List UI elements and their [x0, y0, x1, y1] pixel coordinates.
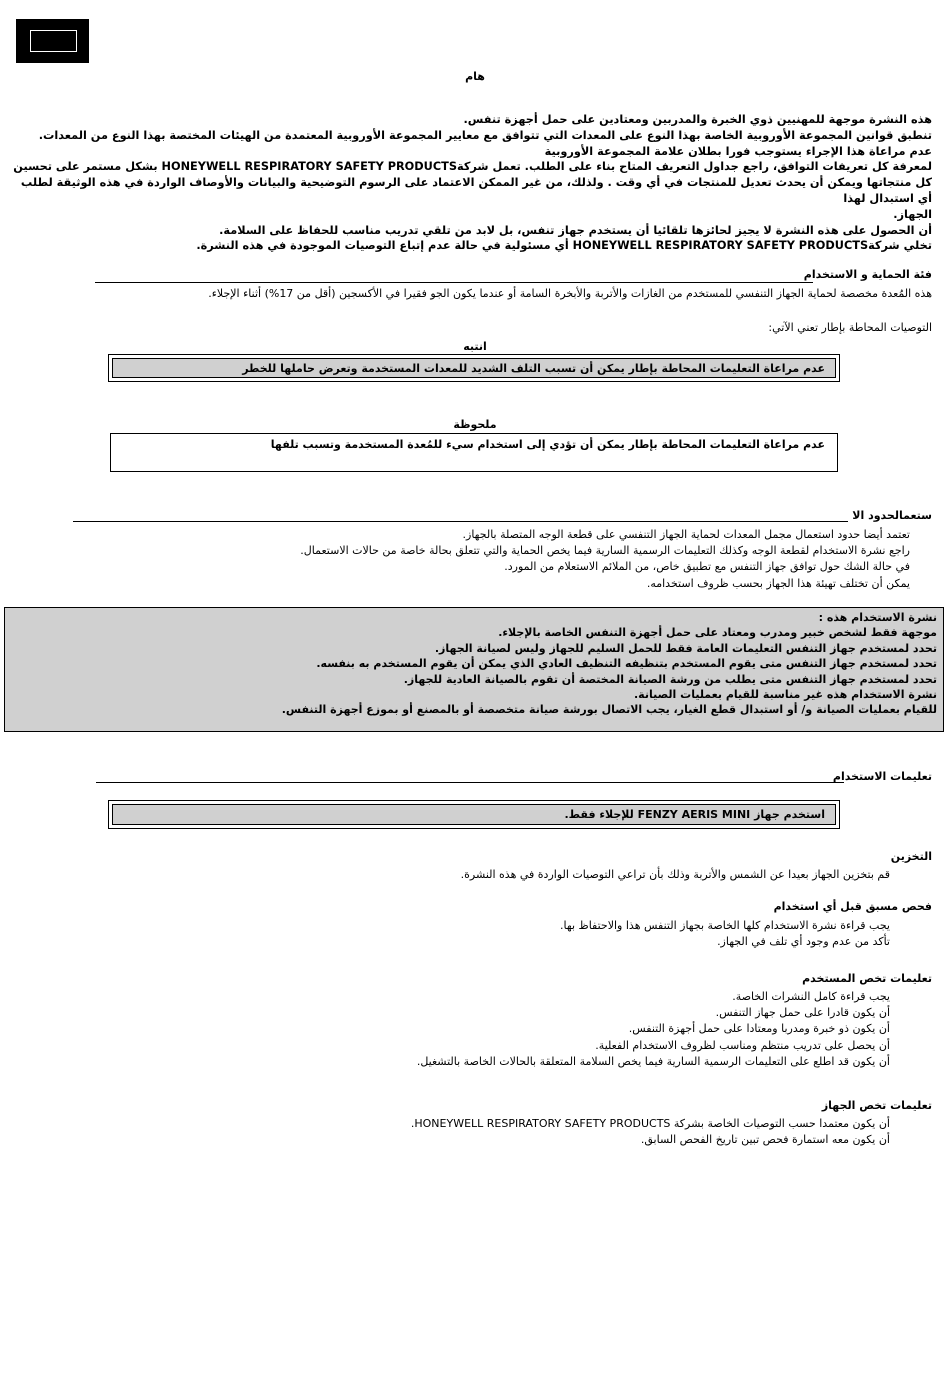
protection-heading: فئة الحماية و الاستخدام: [803, 268, 932, 281]
instructions-box: [108, 800, 840, 829]
section-rule: [73, 521, 848, 522]
device-instructions-item: أن يكون معتمدا حسب التوصيات الخاصة بشركة HONEYWELL RESPIRATORY SAFETY PRODUCTS.: [410, 1117, 890, 1130]
precheck-item: يجب قراءة نشرة الاستخدام كلها الخاصة بجهاز التنفس هذا والاحتفاظ بها.: [560, 919, 890, 932]
note-text: عدم مراعاة التعليمات المحاطة بإطار يمكن أن تؤدي إلى استخدام سيء للمُعدة المستخدمة وتسبب تلفها: [270, 438, 825, 451]
usage-panel-line: موجهة فقط لشخص خبير ومدرب ومعتاد على حمل أجهزة التنفس الخاصة بالإجلاء.: [498, 626, 937, 640]
usage-panel: [4, 607, 944, 732]
limits-list: [30, 527, 910, 592]
user-instructions-heading: تعليمات تخص المستخدم: [802, 972, 932, 985]
instructions-box-text: استخدم جهاز FENZY AERIS MINI للإجلاء فقط.: [112, 804, 836, 825]
limits-item: في حالة الشك حول توافق جهاز التنفس مع تطبيق خاص، من الملائم الاستعلام من المورد.: [504, 560, 910, 574]
user-instructions-item: أن يكون ذو خبرة ومدربا ومعتادا على حمل أجهزة التنفس.: [628, 1022, 890, 1036]
device-instructions-item: أن يكون معه استمارة فحص تبين تاريخ الفحص السابق.: [640, 1133, 890, 1147]
note-box: [110, 433, 838, 472]
usage-panel-line: تحدد لمستخدم جهاز التنفس متى يطلب من ورشة الصيانة المختصة أن تقوم بالصيانة العادية للجهاز.: [403, 672, 937, 686]
intro-line: تنطبق قوانين المجموعة الأوروبية الخاصة بهذا النوع على المعدات التي تتوافق مع معايير المجموعة الأوروبية المعتمدة من الهيئات المختصة بهذا النوع من المعدات.: [38, 128, 932, 142]
usage-panel-line: تحدد لمستخدم جهاز التنفس متى يقوم المستخدم بتنظيفه التنظيف العادي الذي يمكن أن يقوم المستخدم به بنفسه.: [316, 657, 937, 671]
intro-paragraph: [12, 112, 932, 254]
user-instructions-item: أن يكون قد اطلع على التعليمات الرسمية السارية فيما يخص السلامة المتعلقة بالحالات الخاصة بالتشغيل.: [416, 1054, 890, 1068]
instructions-heading: تعليمات الاستخدام: [832, 770, 932, 783]
caution-box: [108, 354, 840, 382]
limits-item: تعتمد أيضا حدود استعمال مجمل المعدات لحماية الجهاز التنفسي على قطعة الوجه المتصلة بالجهاز.: [462, 528, 910, 541]
section-rule: [96, 782, 844, 783]
user-instructions-list: [90, 989, 890, 1070]
intro-line: هذه النشرة موجهة للمهنيين ذوي الخبرة والمدربين ومعتادين على حمل أجهزة تنفس.: [463, 113, 932, 126]
usage-panel-line: نشرة الاستخدام هذه :: [818, 611, 937, 624]
limits-heading: ستعمالحدود الا: [852, 509, 932, 522]
storage-text: قم بتخزين الجهاز بعيدا عن الشمس والأتربة وذلك بأن تراعي التوصيات الواردة في هذه النشرة.: [460, 868, 890, 881]
intro-line: لمعرفة كل تعريفات التوافق، راجع جداول التعريف المتاح بناء على الطلب. تعمل شركةHONEYWELL RESPIRATORY SAFETY PRODUCTS بشكل مستمر على تحسين: [13, 160, 932, 174]
logo-block: [16, 19, 89, 63]
precheck-item: تأكد من عدم وجود أي تلف في الجهاز.: [717, 935, 890, 949]
user-instructions-item: أن يكون قادرا على حمل جهاز التنفس.: [715, 1006, 890, 1020]
usage-panel-line: نشرة الاستخدام هذه غير مناسبة للقيام بعمليات الصيانة.: [633, 688, 937, 702]
storage-heading: التخزين: [890, 850, 932, 863]
intro-line: أن الحصول على هذه النشرة لا يجيز لحائزها تلقائيا أن يستخدم جهاز تنفس، بل لابد من تلقي تدريب مناسب للحفاظ على السلامة.: [219, 223, 932, 237]
limits-item: راجع نشرة الاستخدام لقطعة الوجه وكذلك التعليمات الرسمية السارية فيما يخص الحماية والتي تتعلق بحالة خاصة من حالات الاستعمال.: [300, 544, 910, 558]
framed-legend: التوصيات المحاطة بإطار تعني الآتي:: [768, 321, 932, 334]
protection-text: هذه المُعدة مخصصة لحماية الجهاز التنفسي للمستخدم من الغازات والأتربة والأبخرة السامة أو عندما يكون الجو فقيرا في الأكسجين (أقل من 17%) أثناء الإجلاء.: [208, 287, 932, 300]
limits-item: يمكن أن تختلف تهيئة هذا الجهاز بحسب ظروف استخدامه.: [646, 576, 910, 590]
user-instructions-item: أن يحصل على تدريب منتظم ومناسب لظروف الاستخدام الفعلية.: [595, 1038, 890, 1052]
important-heading: هام: [465, 70, 485, 83]
intro-line: الجهاز.: [893, 207, 932, 221]
note-label: ملحوظة: [453, 418, 497, 431]
usage-panel-line: تحدد لمستخدم جهاز التنفس التعليمات العامة فقط للحمل السليم للجهاز وليس لصيانة الجهاز.: [434, 641, 937, 655]
intro-line: كل منتجاتها ويمكن أن يحدث تعديل للمنتجات في أي وقت . ولذلك، من غير الممكن الاعتماد على الرسوم التوضيحية والبيانات والأوصاف الواردة في هذه الوثيقة لطلب أي استبدال لهذا: [20, 176, 932, 205]
intro-line: عدم مراعاة هذا الإجراء يستوجب فورا بطلان علامة المجموعة الأوروبية: [544, 144, 932, 158]
device-instructions-list: [30, 1116, 890, 1148]
usage-panel-line: للقيام بعمليات الصيانة و/ أو استبدال قطع الغيار، يجب الاتصال بورشة صيانة متخصصة أو بالمصنع أو بموزع أجهزة التنفس.: [281, 703, 937, 717]
logo-frame: [30, 30, 77, 52]
caution-label: انتبه: [463, 340, 487, 353]
precheck-list: [90, 918, 890, 950]
user-instructions-item: يجب قراءة كامل النشرات الخاصة.: [732, 990, 890, 1003]
caution-text: عدم مراعاة التعليمات المحاطة بإطار يمكن أن تسبب التلف الشديد للمعدات المستخدمة وتعرض حاملها للخطر: [112, 358, 836, 378]
section-rule: [95, 282, 813, 283]
intro-line: تخلي شركةHONEYWELL RESPIRATORY SAFETY PRODUCTS أي مسئولية في حالة عدم إتباع التوصيات الموجودة في هذه النشرة.: [196, 239, 932, 253]
precheck-heading: فحص مسبق قبل أي استخدام: [773, 900, 932, 913]
device-instructions-heading: تعليمات تخص الجهاز: [821, 1099, 932, 1112]
